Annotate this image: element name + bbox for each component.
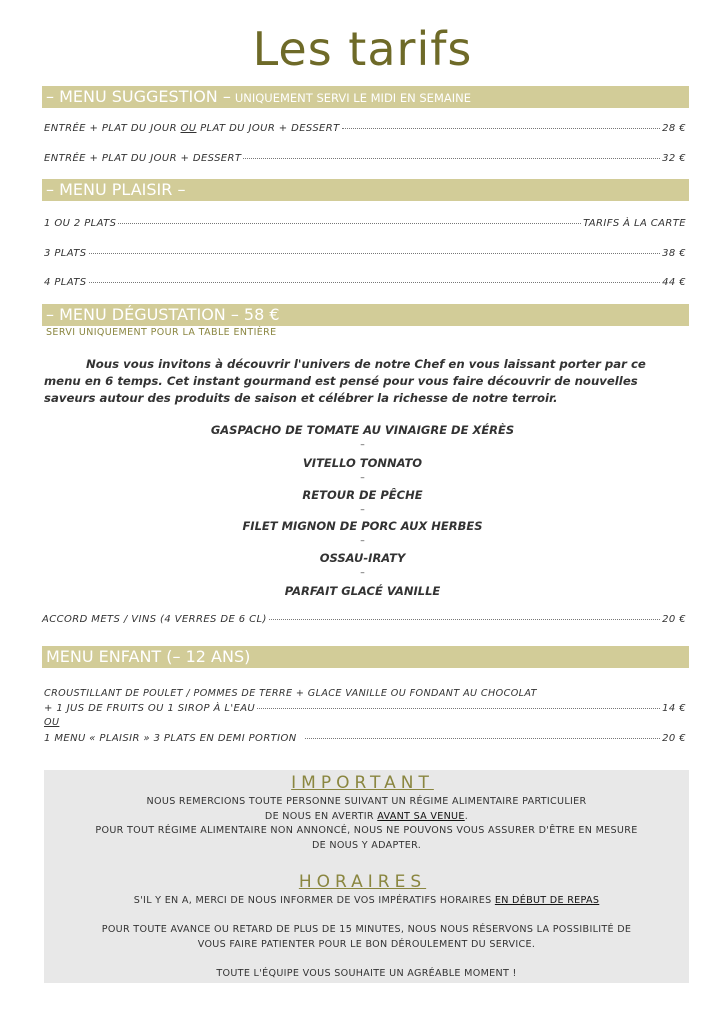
kids-menu-line: CROUSTILLANT DE POULET / POMMES DE TERRE + GLACE VANILLE OU FONDANT AU CHOCOLAT [44, 688, 537, 699]
page-title: Les tarifs [252, 22, 473, 76]
dish-separator: – [360, 473, 365, 483]
menu-row [44, 123, 686, 134]
dish-separator: – [360, 568, 365, 578]
dish-item: PARFAIT GLACÉ VANILLE [284, 584, 441, 598]
dish-item: GASPACHO DE TOMATE AU VINAIGRE DE XÉRÈS [210, 423, 515, 437]
menu-row [44, 277, 686, 288]
leader-dots [305, 738, 660, 739]
leader-dots [269, 619, 660, 620]
menu-row-label: ENTRÉE + PLAT DU JOUR OU PLAT DU JOUR + DESSERT [44, 123, 340, 134]
section-title: – MENU PLAISIR – [46, 180, 186, 199]
menu-row-price: 14 € [662, 703, 686, 714]
section-note: UNIQUEMENT SERVI LE MIDI EN SEMAINE [234, 91, 471, 105]
section-header-enfant [42, 646, 689, 668]
section-title: – MENU SUGGESTION – [46, 87, 231, 106]
dish-separator: – [360, 440, 365, 450]
menu-row-label: ENTRÉE + PLAT DU JOUR + DESSERT [44, 153, 242, 164]
menu-row [44, 703, 686, 714]
menu-row-label: + 1 JUS DE FRUITS OU 1 SIROP À L'EAU [44, 703, 256, 714]
menu-row [44, 153, 686, 164]
section-header-degustation [42, 304, 689, 326]
leader-dots [89, 253, 661, 254]
important-heading: IMPORTANT [291, 773, 434, 793]
menu-row-pairing [42, 614, 686, 625]
menu-row [44, 218, 686, 229]
kids-menu-or: OU [44, 717, 60, 728]
menu-row-price: 32 € [662, 153, 686, 164]
leader-dots [89, 282, 661, 283]
dish-item: FILET MIGNON DE PORC AUX HERBES [242, 519, 483, 533]
menu-row-label: 1 MENU « PLAISIR » 3 PLATS EN DEMI PORTION [44, 733, 297, 744]
leader-dots [243, 158, 660, 159]
menu-row-label: 3 PLATS [44, 248, 87, 259]
menu-row-price: TARIFS À LA CARTE [583, 218, 686, 229]
important-text: NOUS REMERCIONS TOUTE PERSONNE SUIVANT UN RÉGIME ALIMENTAIRE PARTICULIER DE NOUS EN AVERTIR AVANT SA VENUE. POUR TOUT RÉGIME ALIMENTAIRE NON ANNONCÉ, NOUS NE POUVONS VOUS ASSURER D'ÊTRE EN MESURE DE NOUS Y ADAPTER. [95, 796, 638, 851]
section-title: – MENU DÉGUSTATION – 58 € [46, 305, 280, 324]
section-header-suggestion [42, 86, 689, 108]
menu-row-label: ACCORD METS / VINS (4 VERRES DE 6 CL) [42, 614, 267, 625]
menu-row-label: 4 PLATS [44, 277, 87, 288]
leader-dots [118, 223, 581, 224]
menu-row-price: 44 € [662, 277, 686, 288]
dish-separator: – [360, 536, 365, 546]
dish-separator: – [360, 505, 365, 515]
section-subtitle: SERVI UNIQUEMENT POUR LA TABLE ENTIÈRE [46, 327, 277, 338]
menu-row-price: 20 € [662, 614, 686, 625]
dish-item: VITELLO TONNATO [302, 456, 423, 470]
horaires-text-1: S'IL Y EN A, MERCI DE NOUS INFORMER DE VOS IMPÉRATIFS HORAIRES EN DÉBUT DE REPAS [133, 895, 600, 906]
menu-row-price: 28 € [662, 123, 686, 134]
menu-row-label: 1 OU 2 PLATS [44, 218, 117, 229]
horaires-text-2: POUR TOUTE AVANCE OU RETARD DE PLUS DE 15 MINUTES, NOUS NOUS RÉSERVONS LA POSSIBILITÉ DE VOUS FAIRE PATIENTER POUR LE BON DÉROULEMENT DU SERVICE. [101, 924, 632, 950]
dish-item: OSSAU-IRATY [319, 551, 406, 565]
menu-row-price: 20 € [662, 733, 686, 744]
menu-row [44, 733, 686, 744]
leader-dots [342, 128, 660, 129]
section-title: MENU ENFANT (– 12 ANS) [46, 647, 251, 666]
menu-row-price: 38 € [662, 248, 686, 259]
closing-message: TOUTE L'ÉQUIPE VOUS SOUHAITE UN AGRÉABLE MOMENT ! [216, 968, 517, 979]
horaires-heading: HORAIRES [298, 872, 427, 892]
menu-row [44, 248, 686, 259]
section-header-plaisir [42, 179, 689, 201]
leader-dots [257, 708, 660, 709]
dish-item: RETOUR DE PÊCHE [302, 488, 423, 502]
intro-paragraph: Nous vous invitons à découvrir l'univers de notre Chef en vous laissant porter par ce menu en 6 temps. Cet instant gourmand est pensé pour vous faire découvrir de nouvelles saveurs autour des produits de saison et célébrer la richesse de notre terroir. [44, 357, 646, 405]
